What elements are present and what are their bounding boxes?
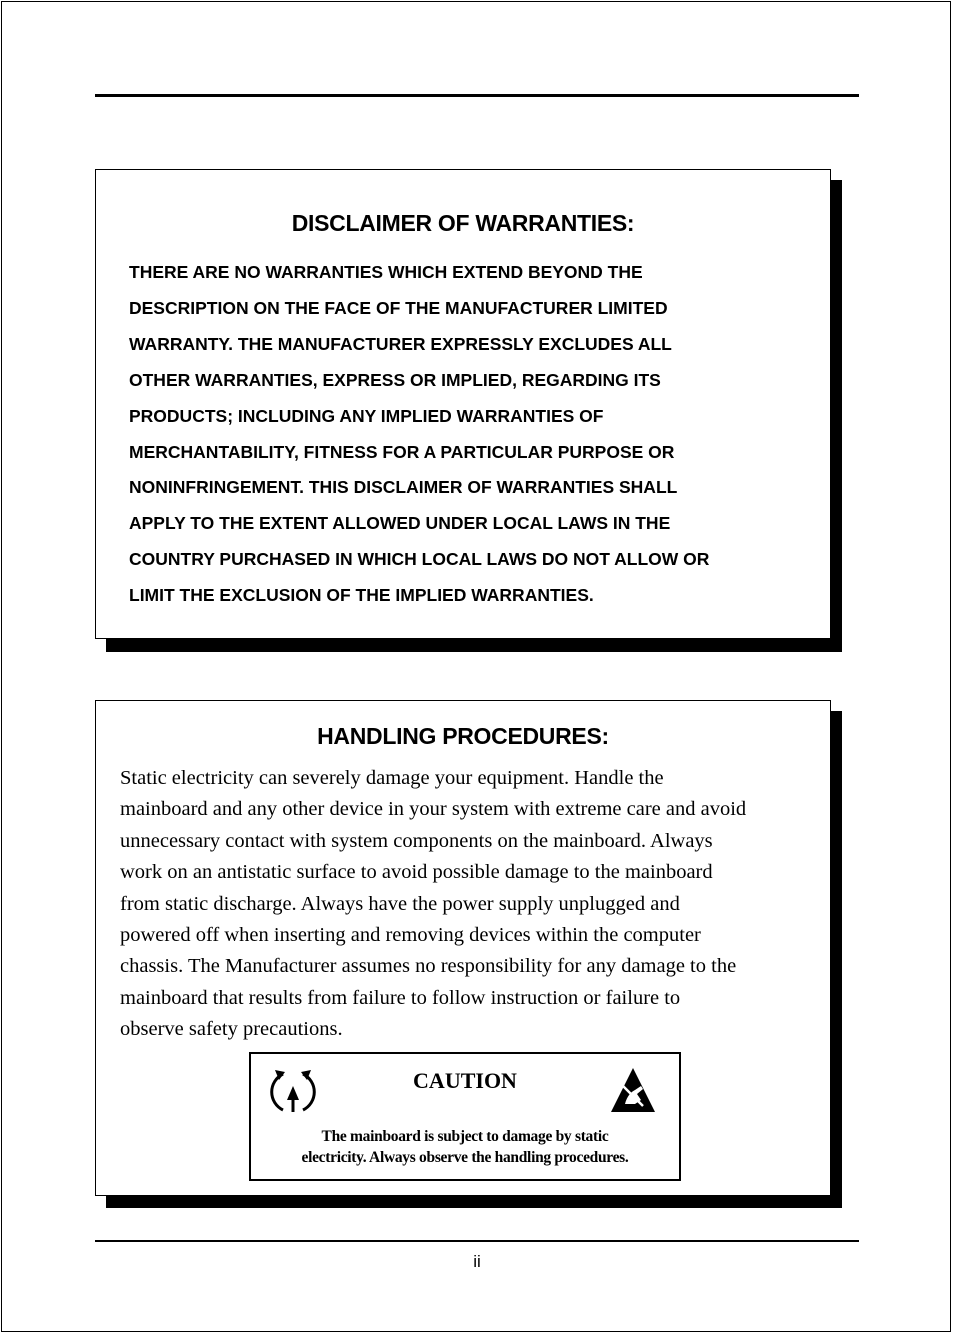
caution-title: CAUTION xyxy=(413,1068,517,1093)
caution-line: The mainboard is subject to damage by static xyxy=(321,1128,609,1145)
esd-warning-triangle-icon xyxy=(609,1066,657,1116)
disclaimer-line: PRODUCTS; INCLUDING ANY IMPLIED WARRANTIES OF xyxy=(129,405,604,426)
page-number: ii xyxy=(473,1252,481,1271)
disclaimer-line: WARRANTY. THE MANUFACTURER EXPRESSLY EXCLUDES ALL xyxy=(129,333,672,354)
disclaimer-line: LIMIT THE EXCLUSION OF THE IMPLIED WARRANTIES. xyxy=(129,585,594,606)
disclaimer-line: NONINFRINGEMENT. THIS DISCLAIMER OF WARRANTIES SHALL xyxy=(129,477,678,498)
handling-line: from static discharge. Always have the power supply unplugged and xyxy=(120,892,680,915)
disclaimer-line: THERE ARE NO WARRANTIES WHICH EXTEND BEYOND THE xyxy=(129,262,643,282)
handling-title: HANDLING PROCEDURES: xyxy=(317,723,609,749)
handling-line: chassis. The Manufacturer assumes no responsibility for any damage to the xyxy=(120,955,737,978)
disclaimer-line: DESCRIPTION ON THE FACE OF THE MANUFACTURER LIMITED xyxy=(129,297,668,318)
handling-line: mainboard that results from failure to follow instruction or failure to xyxy=(120,986,681,1009)
header-rule xyxy=(95,94,859,97)
disclaimer-line: MERCHANTABILITY, FITNESS FOR A PARTICULAR PURPOSE OR xyxy=(129,441,675,462)
caution-line: electricity. Always observe the handling procedures. xyxy=(301,1149,629,1166)
disclaimer-title: DISCLAIMER OF WARRANTIES: xyxy=(291,210,635,236)
handling-line: work on an antistatic surface to avoid possible damage to the mainboard xyxy=(120,861,713,884)
handling-line: powered off when inserting and removing devices within the computer xyxy=(120,924,701,947)
disclaimer-box xyxy=(95,169,831,639)
handling-line: unnecessary contact with system components on the mainboard. Always xyxy=(120,829,713,852)
disclaimer-line: OTHER WARRANTIES, EXPRESS OR IMPLIED, REGARDING ITS xyxy=(129,369,661,390)
disclaimer-line: APPLY TO THE EXTENT ALLOWED UNDER LOCAL LAWS IN THE xyxy=(129,513,671,534)
handling-line: mainboard and any other device in your system with extreme care and avoid xyxy=(120,798,747,821)
disclaimer-text xyxy=(129,255,819,614)
handling-line: Static electricity can severely damage your equipment. Handle the xyxy=(120,767,664,789)
handling-box xyxy=(95,700,831,1196)
caution-text xyxy=(251,1126,679,1168)
handling-text xyxy=(120,763,820,1046)
caution-notice xyxy=(249,1052,681,1181)
disclaimer-line: COUNTRY PURCHASED IN WHICH LOCAL LAWS DO NOT ALLOW OR xyxy=(129,549,710,570)
handling-line: observe safety precautions. xyxy=(120,1018,343,1041)
footer-rule xyxy=(95,1240,859,1242)
